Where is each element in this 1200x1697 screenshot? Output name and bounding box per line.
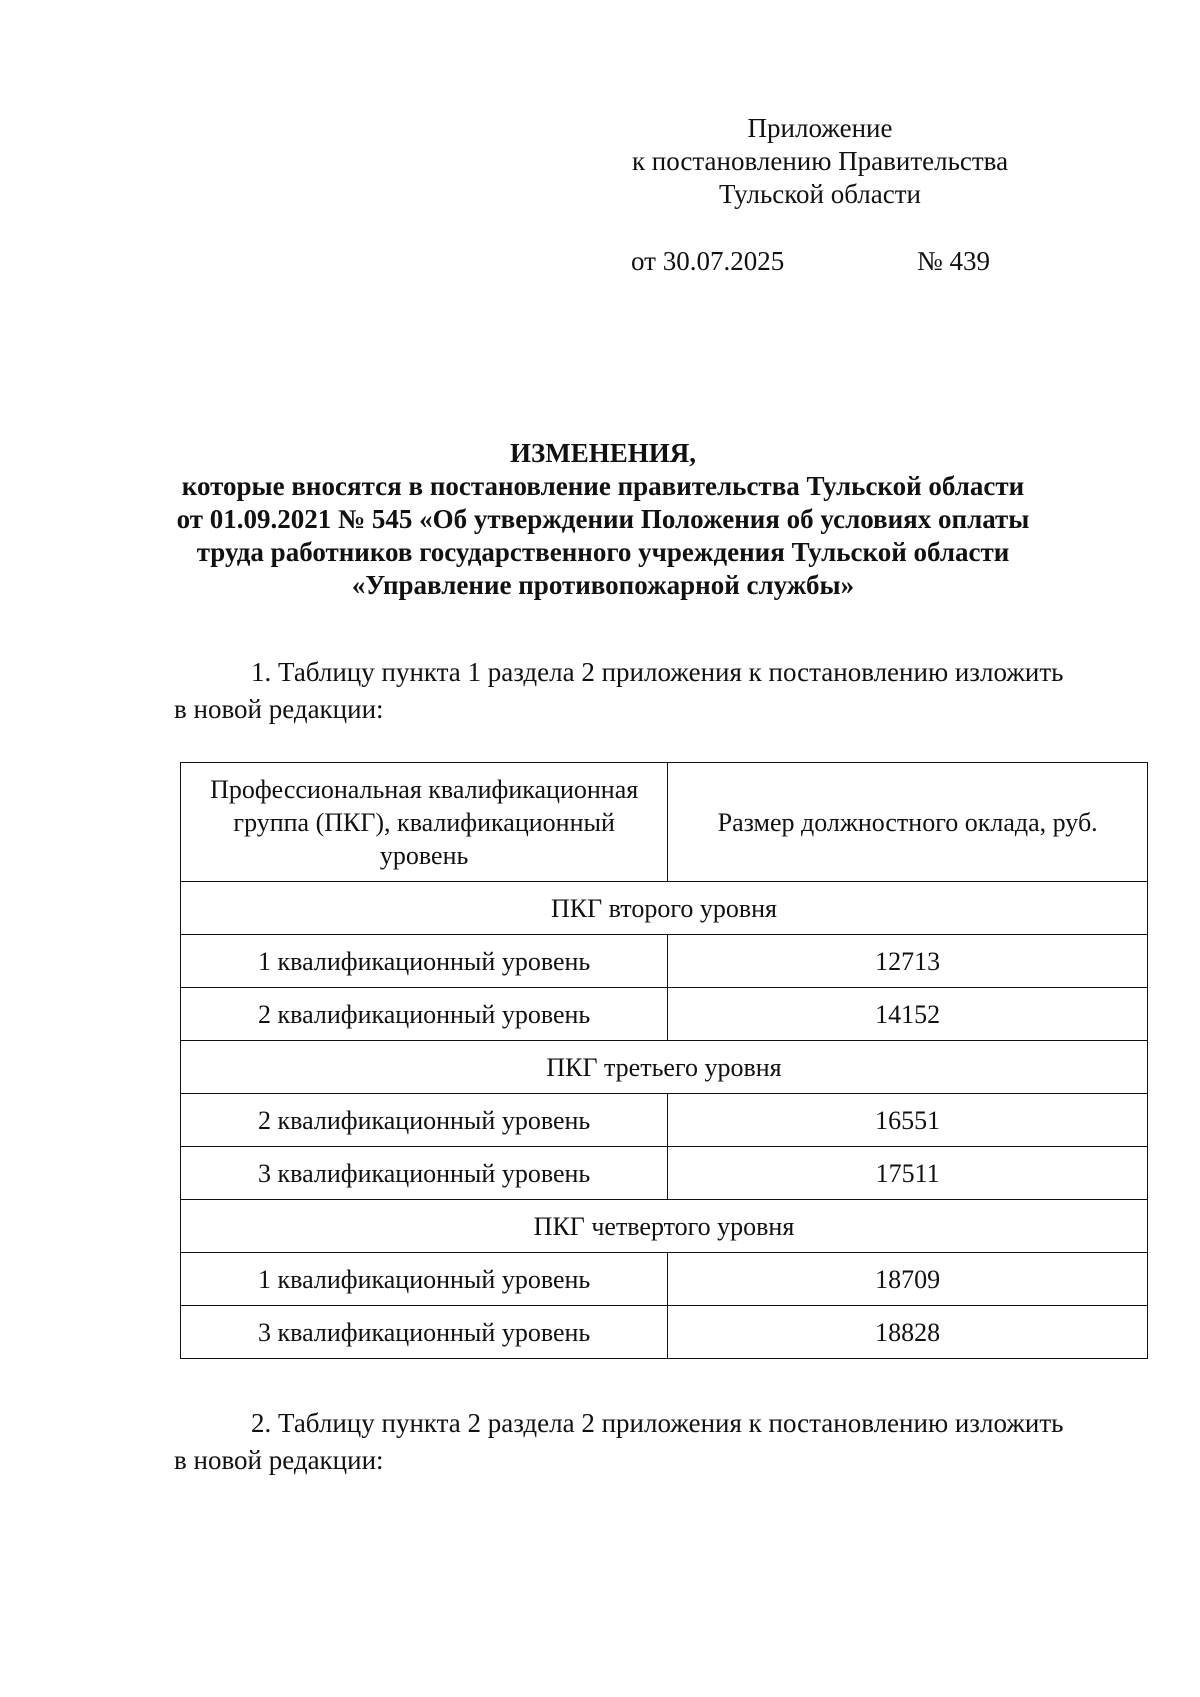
salary-cell: 18709 — [668, 1253, 1148, 1306]
level-cell: 1 квалификационный уровень — [181, 935, 668, 988]
document-title — [120, 437, 1086, 602]
header-cell-salary: Размер должностного оклада, руб. — [668, 763, 1148, 882]
salary-cell: 12713 — [668, 935, 1148, 988]
table-row — [181, 1094, 1148, 1147]
level-cell: 3 квалификационный уровень — [181, 1306, 668, 1359]
salary-table — [180, 762, 1148, 1359]
paragraph-text: 2. Таблицу пункта 2 раздела 2 приложения к постановлению изложить — [251, 1408, 1064, 1438]
paragraph-text: в новой редакции: — [174, 694, 384, 724]
table-group-row — [181, 882, 1148, 935]
group-name-cell: ПКГ второго уровня — [181, 882, 1148, 935]
level-cell: 1 квалификационный уровень — [181, 1253, 668, 1306]
appendix-line: Тульской области — [719, 179, 921, 209]
header-cell-group — [181, 763, 668, 882]
salary-cell: 14152 — [668, 988, 1148, 1041]
group-name-cell: ПКГ третьего уровня — [181, 1041, 1148, 1094]
table-row — [181, 935, 1148, 988]
table-row — [181, 1306, 1148, 1359]
title-line: ИЗМЕНЕНИЯ, — [509, 438, 696, 468]
salary-cell: 18828 — [668, 1306, 1148, 1359]
table-group-row — [181, 1200, 1148, 1253]
salary-cell: 17511 — [668, 1147, 1148, 1200]
title-line: от 01.09.2021 № 545 «Об утверждении Положения об условиях оплаты — [176, 504, 1030, 534]
level-cell: 2 квалификационный уровень — [181, 1094, 668, 1147]
header-text: уровень — [379, 840, 469, 870]
decree-number: № 439 — [917, 246, 991, 276]
paragraph-1 — [174, 654, 1124, 728]
decree-date: от 30.07.2025 — [631, 246, 785, 276]
paragraph-2 — [174, 1405, 1124, 1479]
title-line: «Управление противопожарной службы» — [351, 570, 855, 600]
level-cell: 2 квалификационный уровень — [181, 988, 668, 1041]
level-cell: 3 квалификационный уровень — [181, 1147, 668, 1200]
table-header-row — [181, 763, 1148, 882]
table-row — [181, 988, 1148, 1041]
title-line: которые вносятся в постановление правительства Тульской области — [181, 471, 1025, 501]
table-group-row — [181, 1041, 1148, 1094]
appendix-line: к постановлению Правительства — [631, 146, 1009, 176]
salary-cell: 16551 — [668, 1094, 1148, 1147]
appendix-header — [590, 112, 1050, 211]
title-line: труда работников государственного учреждения Тульской области — [196, 537, 1010, 567]
table-row — [181, 1253, 1148, 1306]
appendix-line: Приложение — [747, 113, 893, 143]
header-text: Профессиональная квалификационная — [210, 774, 639, 804]
header-text: группа (ПКГ), квалификационный — [233, 807, 615, 837]
table-row — [181, 1147, 1148, 1200]
group-name-cell: ПКГ четвертого уровня — [181, 1200, 1148, 1253]
paragraph-text: 1. Таблицу пункта 1 раздела 2 приложения к постановлению изложить — [251, 657, 1064, 687]
paragraph-text: в новой редакции: — [174, 1445, 384, 1475]
